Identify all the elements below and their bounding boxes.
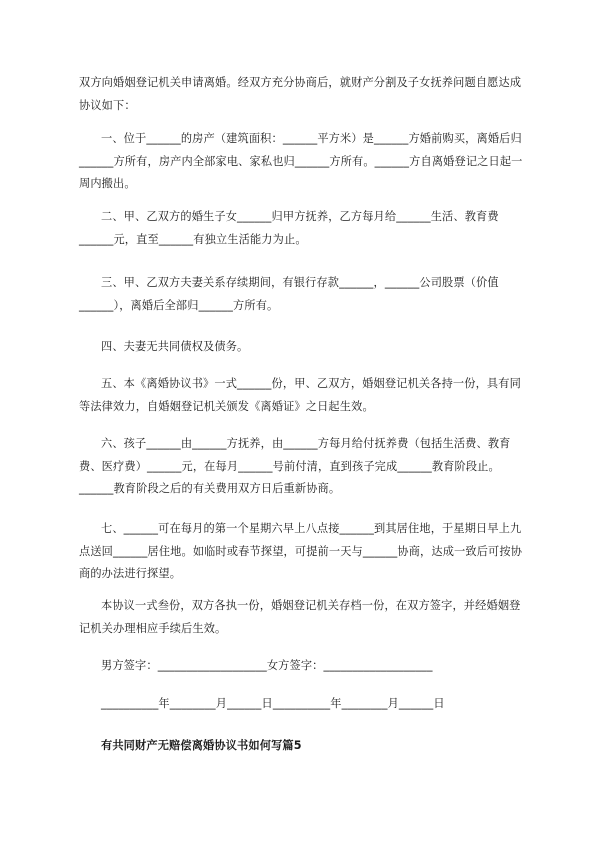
clause-5-copies: 五、本《离婚协议书》一式______份，甲、乙双方，婚姻登记机关各持一份，具有同等法律效力，自婚姻登记机关颁发《离婚证》之日起生效。	[79, 377, 521, 413]
clause-1-property: 一、位于______的房产（建筑面积：______平方米）是______方婚前购买，离婚后归______方所有，房产内全部家电、家私也归______方所有。______方自离婚登记之日起一周内搬出。	[79, 132, 523, 190]
clause-6-child-support: 六、孩子______由______方抚养，由______方每月给付抚养费（包括生活费、教育费、医疗费）______元，在每月______号前付清，直到孩子完成______教育阶段止。______教育阶段之后的有关费用双方日后重新协商。	[79, 437, 511, 495]
signature-line: 男方签字：___________________女方签字：___________________	[101, 659, 433, 672]
intro-paragraph: 双方向婚姻登记机关申请离婚。经双方充分协商后，就财产分割及子女抚养问题自愿达成协议如下：	[79, 76, 522, 112]
clause-4-debts: 四、夫妻无共同债权及债务。	[101, 340, 249, 353]
clause-7-visitation: 七、______可在每月的第一个星期六早上八点接______到其居住地，于星期日早上九点送回______居住地。如临时或春节探望，可提前一天与______协商，达成一致后可按协商的办法进行探望。	[79, 522, 523, 580]
date-line: __________年________月______日__________年________月______日	[101, 697, 445, 710]
clause-3-savings-shares: 三、甲、乙双方夫妻关系存续期间，有银行存款______，______公司股票（价值______），离婚后全部归______方所有。	[79, 276, 499, 312]
clause-2-child-custody: 二、甲、乙双方的婚生子女______归甲方抚养，乙方每月给______生活、教育费______元，直至______有独立生活能力为止。	[79, 210, 499, 246]
next-section-heading: 有共同财产无赔偿离婚协议书如何写篇5	[101, 739, 302, 752]
effectiveness-paragraph: 本协议一式叁份，双方各执一份，婚姻登记机关存档一份，在双方签字，并经婚姻登记机关办理相应手续后生效。	[79, 599, 521, 635]
